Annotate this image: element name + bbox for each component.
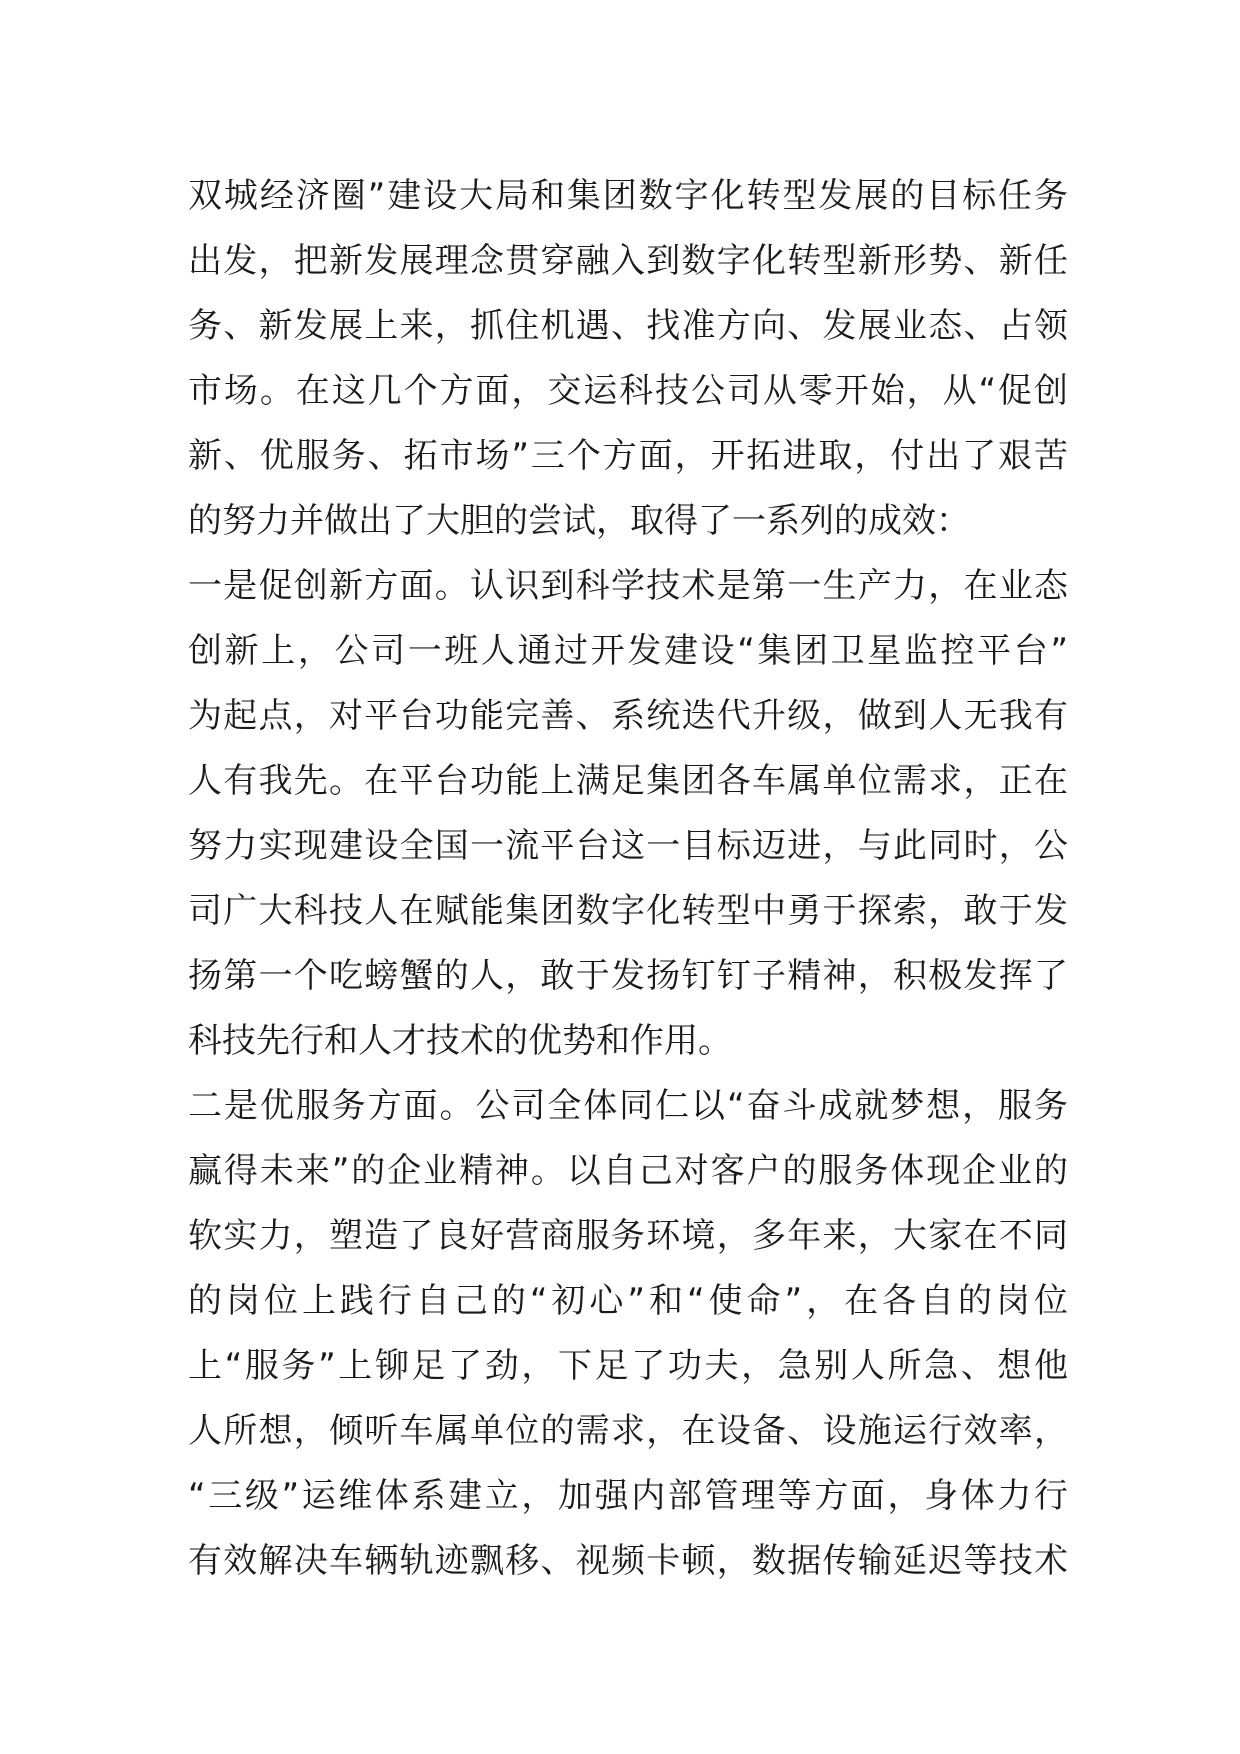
text-line: 为起点，对平台功能完善、系统迭代升级，做到人无我有 (188, 696, 1068, 736)
body-text (188, 164, 1068, 1594)
text-line: 的努力并做出了大胆的尝试，取得了一系列的成效： (188, 501, 970, 541)
text-line: 扬第一个吃螃蟹的人，敢于发扬钉钉子精神，积极发挥了 (188, 956, 1068, 996)
text-line: 一是促创新方面。认识到科学技术是第一生产力，在业态 (188, 566, 1068, 606)
text-line: 司广大科技人在赋能集团数字化转型中勇于探索，敢于发 (188, 891, 1068, 931)
text-line: 赢得未来”的企业精神。以自己对客户的服务体现企业的 (188, 1151, 1068, 1191)
text-line: 市场。在这几个方面，交运科技公司从零开始，从“促创 (188, 371, 1068, 411)
text-line: 创新上，公司一班人通过开发建设“集团卫星监控平台” (188, 631, 1068, 671)
text-line: 努力实现建设全国一流平台这一目标迈进，与此同时，公 (188, 826, 1068, 866)
text-line: 上“服务”上铆足了劲，下足了功夫，急别人所急、想他 (188, 1346, 1068, 1386)
text-line: 人有我先。在平台功能上满足集团各车属单位需求，正在 (188, 761, 1068, 801)
text-line: 新、优服务、拓市场”三个方面，开拓进取，付出了艰苦 (188, 436, 1068, 476)
text-line: 双城经济圈”建设大局和集团数字化转型发展的目标任务 (188, 176, 1068, 216)
text-line: 出发，把新发展理念贯穿融入到数字化转型新形势、新任 (188, 241, 1068, 281)
text-line: 有效解决车辆轨迹飘移、视频卡顿，数据传输延迟等技术 (188, 1541, 1068, 1581)
text-line: 软实力，塑造了良好营商服务环境，多年来，大家在不同 (188, 1216, 1068, 1256)
text-line: 务、新发展上来，抓住机遇、找准方向、发展业态、占领 (188, 306, 1068, 346)
text-line: 二是优服务方面。公司全体同仁以“奋斗成就梦想，服务 (188, 1086, 1068, 1126)
text-line: “三级”运维体系建立，加强内部管理等方面，身体力行 (188, 1476, 1068, 1516)
text-line: 的岗位上践行自己的“初心”和“使命”，在各自的岗位 (188, 1281, 1068, 1321)
text-line: 人所想，倾听车属单位的需求，在设备、设施运行效率， (188, 1411, 1068, 1451)
text-line: 科技先行和人才技术的优势和作用。 (188, 1021, 732, 1061)
